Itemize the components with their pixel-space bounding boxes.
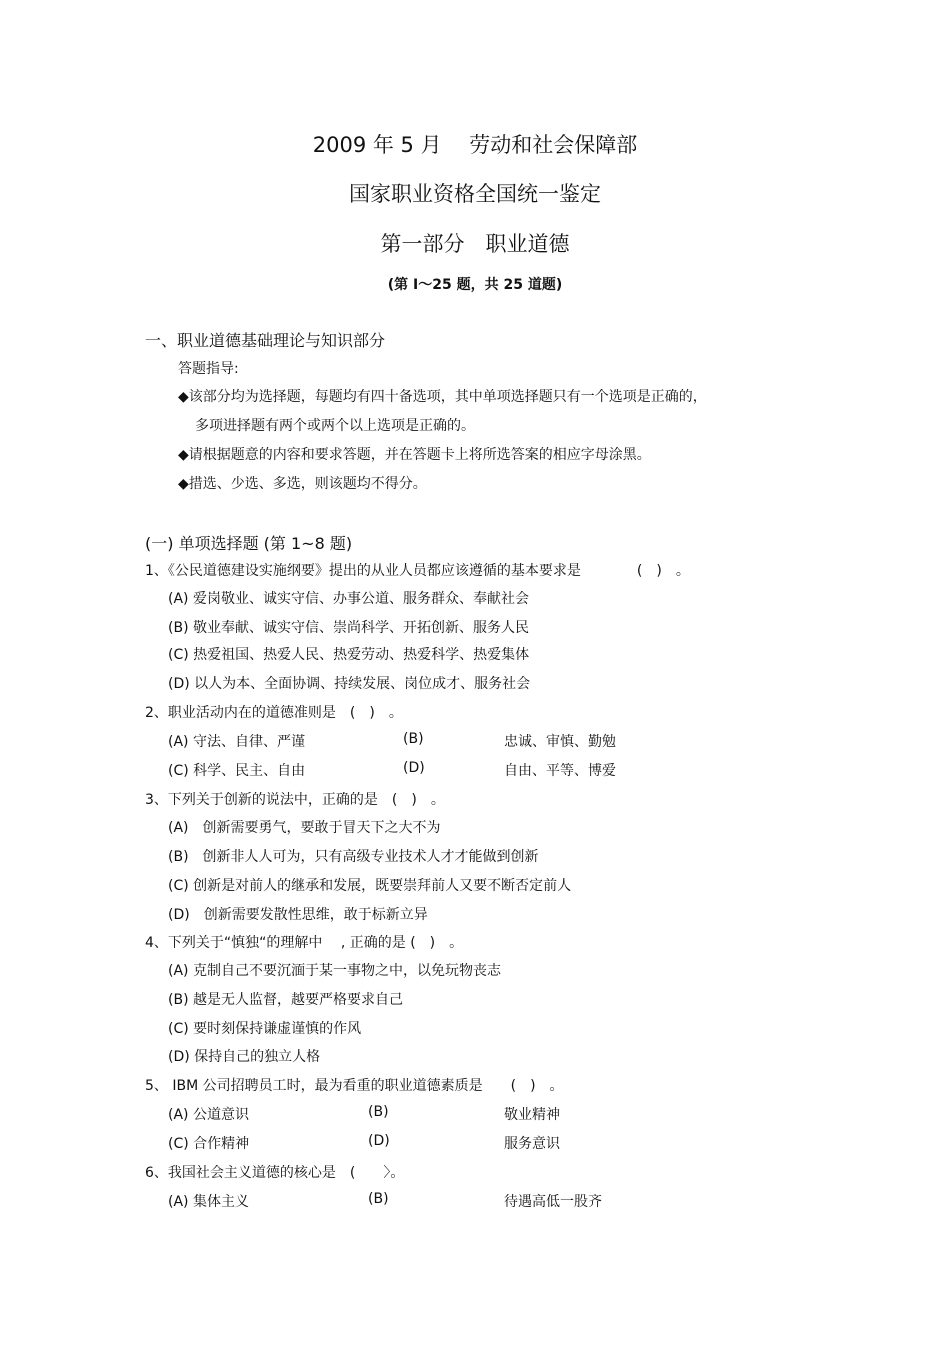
question-stem: 2、职业活动内在的道德准则是 ( ) 。: [145, 705, 403, 721]
answer-option-letter: (D): [368, 1133, 390, 1149]
exam-header-date: 2009 年 5 月 劳动和社会保障部: [312, 133, 638, 157]
guide-bullet: ◆该部分均为选择题，每题均有四十备选项，其中单项选择题只有一个选项是正确的，: [178, 389, 707, 405]
answer-option-text: 忠诚、审慎、勤勉: [504, 734, 616, 750]
section-title: 一、职业道德基础理论与知识部分: [145, 331, 386, 350]
answer-option-letter: (D): [403, 760, 425, 776]
answer-option: (C) 热爱祖国、热爱人民、热爱劳动、热爱科学、热爱集体: [168, 647, 530, 663]
question-stem: 6、我国社会主义道德的核心是 ( 〉。: [145, 1165, 405, 1181]
answer-option: (C) 合作精神: [168, 1136, 250, 1152]
question-stem: 4、下列关于“慎独“的理解中 , 正确的是 ( ) 。: [145, 935, 464, 951]
answer-option: (A) 集体主义: [168, 1194, 249, 1210]
answer-option: (A) 公道意识: [168, 1107, 249, 1123]
answer-option-letter: (B): [403, 731, 424, 747]
answer-option: (A) 创新需要勇气，要敢于冒天下之大不为: [168, 820, 441, 836]
guide-bullet: ◆措选、少选、多选，则该题均不得分。: [178, 476, 427, 492]
question-stem: 3、下列关于创新的说法中，正确的是 ( ) 。: [145, 792, 445, 808]
answer-option: (A) 爱岗敬业、诚实守信、办事公道、服务群众、奉献社会: [168, 591, 529, 607]
question-stem: 5、 IBM 公司招聘员工时，最为看重的职业道德素质是 ( ) 。: [145, 1078, 564, 1094]
answer-option: (C) 科学、民主、自由: [168, 763, 306, 779]
answer-option-letter: (B): [368, 1104, 389, 1120]
answer-option: (C) 要时刻保持谦虚谨慎的作风: [168, 1021, 362, 1037]
answer-option: (D) 创新需要发散性思维，敢于标新立异: [168, 907, 428, 923]
guide-bullet: ◆请根据题意的内容和要求答题，并在答题卡上将所选答案的相应字母涂黑。: [178, 447, 651, 463]
exam-part-title: 第一部分 职业道德: [380, 232, 570, 256]
answer-option: (A) 守法、自律、严谨: [168, 734, 305, 750]
answer-option: (A) 克制自己不要沉湎于某一事物之中，以免玩物丧志: [168, 963, 501, 979]
part-title: (一) 单项选择题 (第 1~8 题): [145, 534, 353, 553]
question-stem: 1、《公民道德建设实施纲要》提出的从业人员都应该遵循的基本要求是 ( ) 。: [145, 563, 690, 579]
answer-option-text: 待遇高低一股齐: [504, 1194, 602, 1210]
answer-option-text: 服务意识: [504, 1136, 560, 1152]
answer-option: (B) 越是无人监督，越要严格要求自己: [168, 992, 403, 1008]
answer-option-letter: (B): [368, 1191, 389, 1207]
answer-option-text: 敬业精神: [504, 1107, 560, 1123]
guide-label: 答题指导:: [178, 361, 239, 377]
answer-option: (B) 敬业奉献、诚实守信、崇尚科学、开拓创新、服务人民: [168, 620, 529, 636]
exam-header-title: 国家职业资格全国统一鉴定: [349, 182, 601, 206]
guide-bullet: 多项进择题有两个或两个以上选项是正确的。: [195, 418, 475, 434]
answer-option: (D) 以人为本、全面协调、持续发展、岗位成才、服务社会: [168, 676, 531, 692]
answer-option: (B) 创新非人人可为，只有高级专业技术人才才能做到创新: [168, 849, 539, 865]
answer-option-text: 自由、平等、博爱: [504, 763, 616, 779]
exam-part-range: (第 I～25 题，共 25 道题): [387, 277, 563, 293]
answer-option: (C) 创新是对前人的继承和发展，既要崇拜前人又要不断否定前人: [168, 878, 572, 894]
answer-option: (D) 保持自己的独立人格: [168, 1049, 321, 1065]
